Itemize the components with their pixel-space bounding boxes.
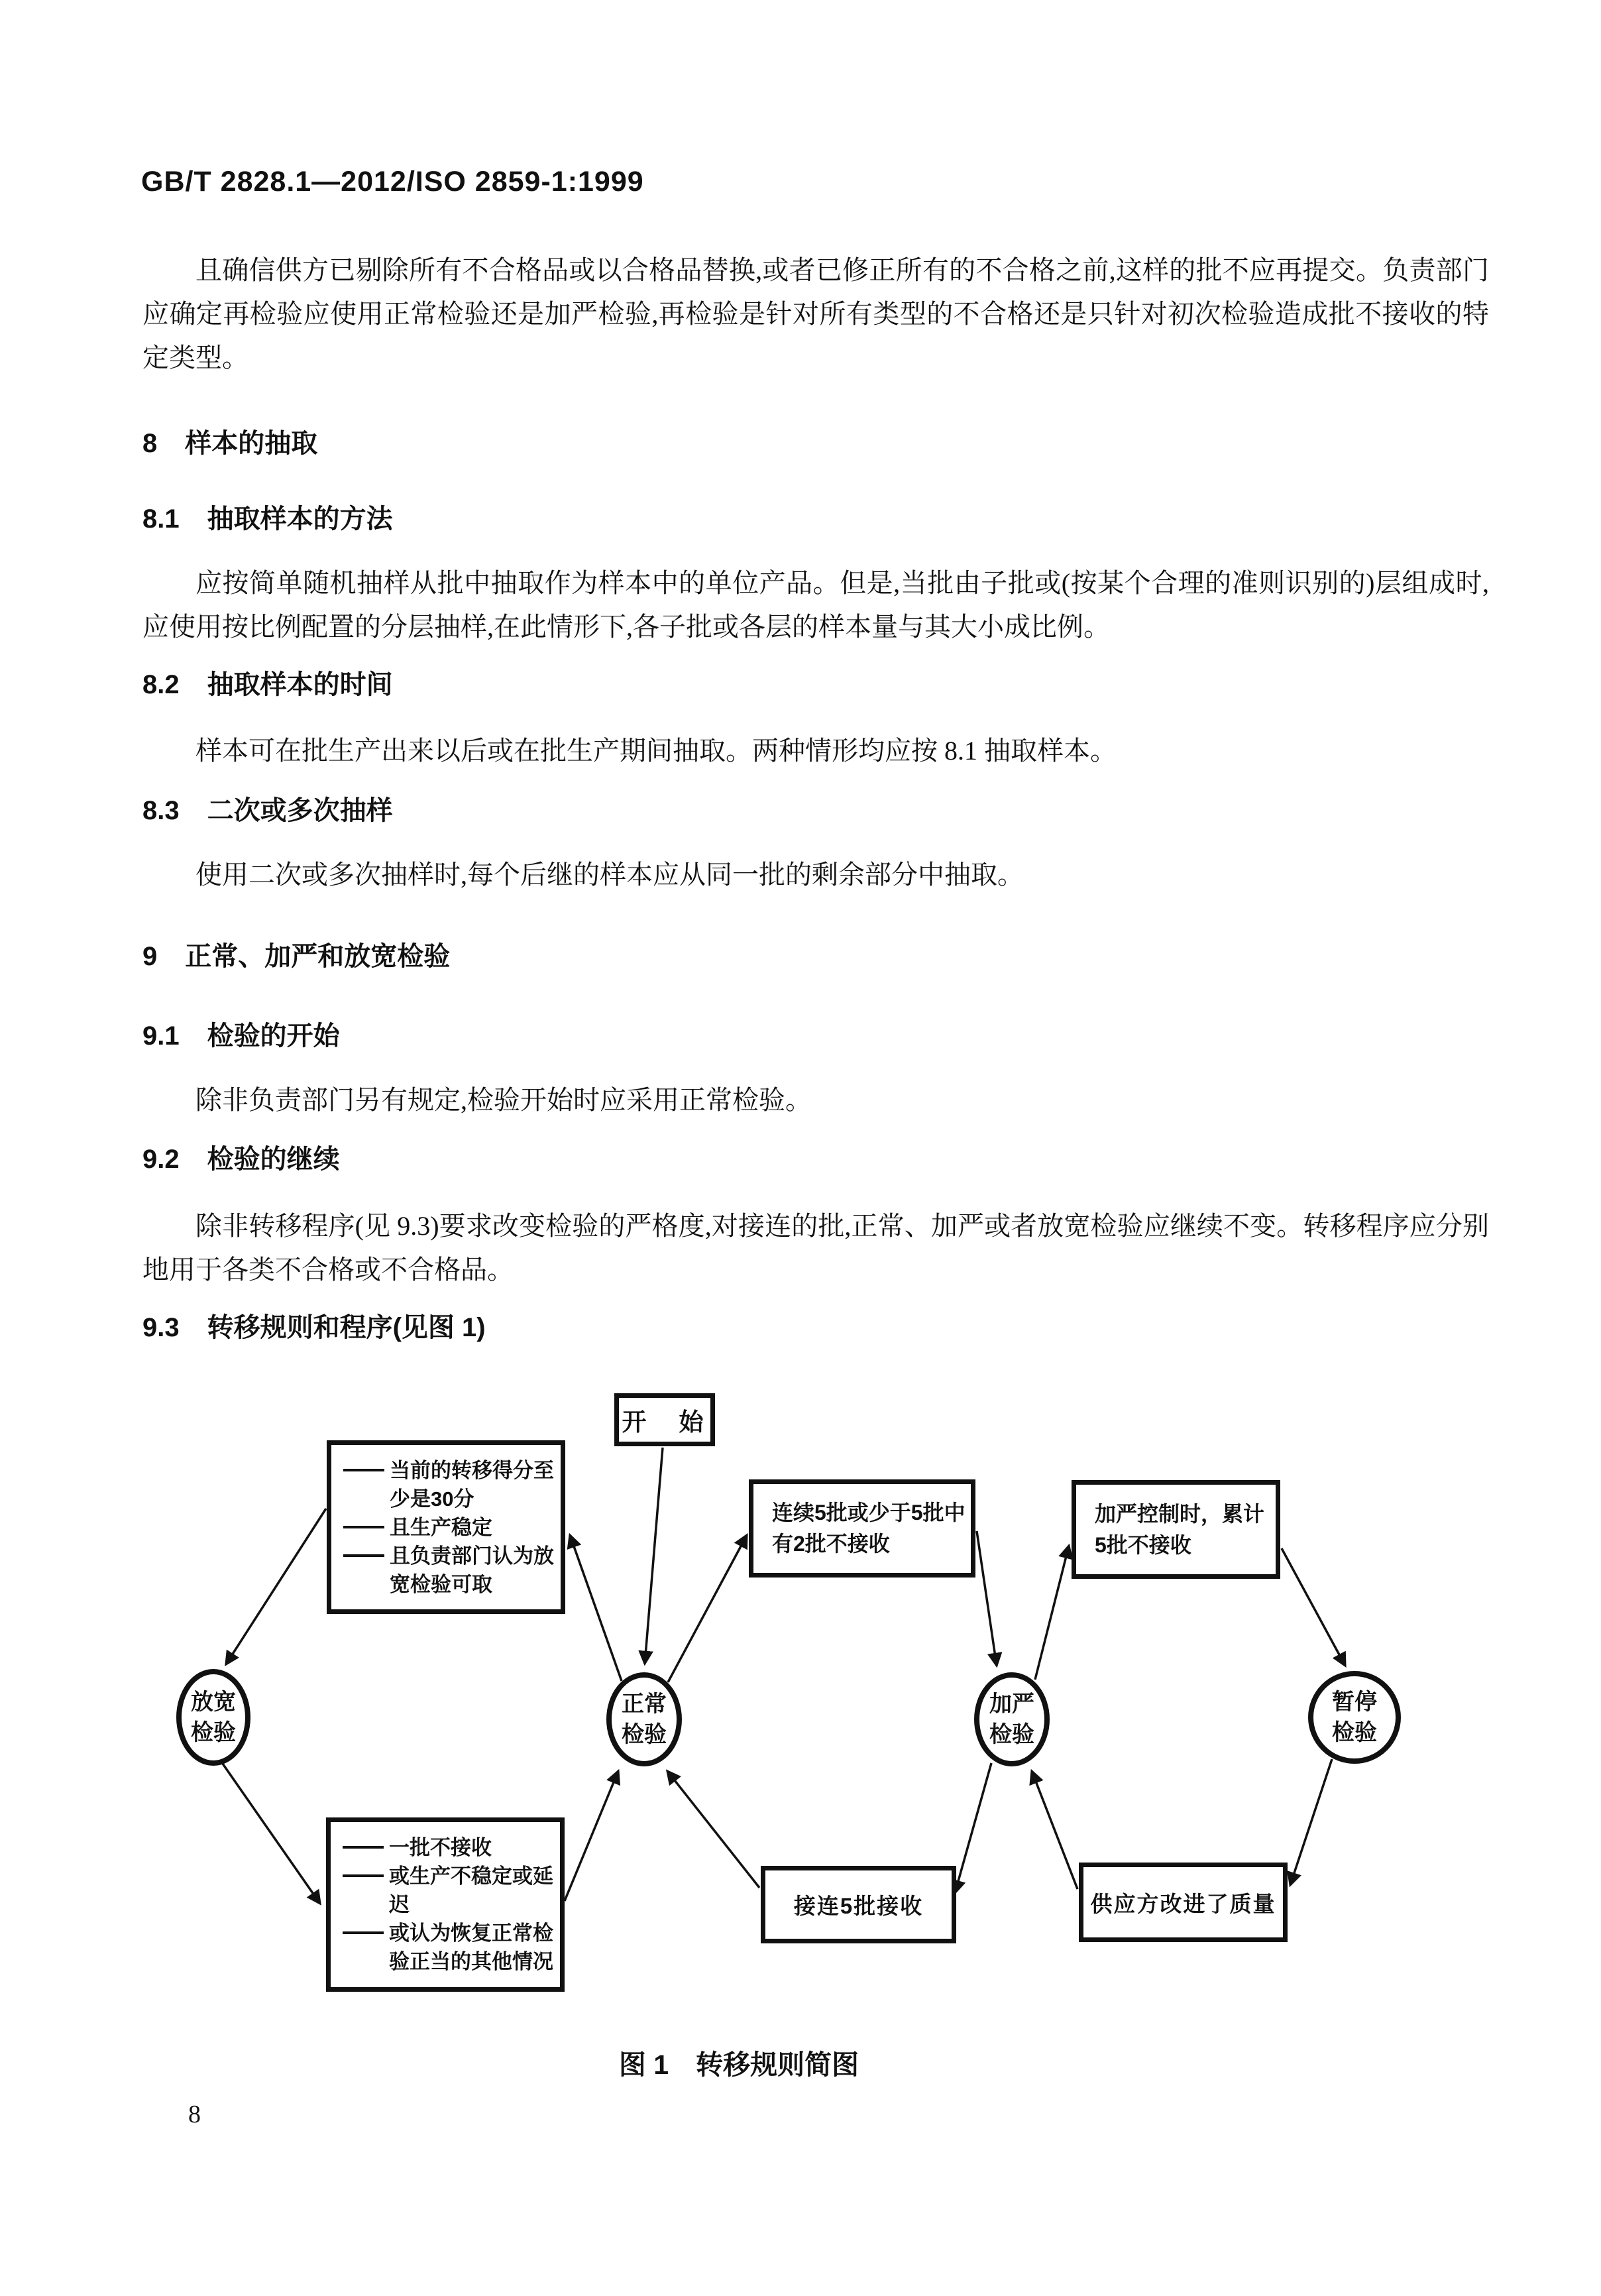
section-title: 抽取样本的时间 xyxy=(207,670,393,699)
section-heading-9-2 xyxy=(142,1143,1489,1175)
condition-text: 或生产不稳定或延迟 xyxy=(389,1865,553,1916)
condition-text: 或认为恢复正常检验正当的其他情况 xyxy=(389,1922,553,1973)
paragraph-8-3: 使用二次或多次抽样时,每个后继的样本应从同一批的剩余部分中抽取。 xyxy=(195,860,1024,890)
node-reduced-inspection xyxy=(176,1669,250,1766)
start-box: 开 始 xyxy=(614,1393,715,1446)
section-title: 转移规则和程序(见图 1) xyxy=(207,1313,486,1342)
dash-icon xyxy=(343,1874,384,1877)
node-tightened-inspection xyxy=(974,1672,1050,1766)
dash-icon xyxy=(343,1554,384,1557)
condition-item xyxy=(343,1456,557,1513)
condition-box-back-to-normal-from-tightened: 接连5批接收 xyxy=(761,1866,956,1943)
section-title: 检验的开始 xyxy=(207,1021,340,1051)
section-title: 正常、加严和放宽检验 xyxy=(185,942,451,971)
section-heading-8-1 xyxy=(142,503,1489,535)
condition-box-to-reduced xyxy=(327,1440,565,1614)
section-title: 二次或多次抽样 xyxy=(207,796,393,825)
section-title: 样本的抽取 xyxy=(185,429,318,458)
condition-text: 5批不接收 xyxy=(1095,1532,1191,1557)
section-number: 9 xyxy=(142,942,158,971)
dash-icon xyxy=(343,1846,384,1849)
dash-icon xyxy=(343,1526,384,1528)
section-heading-9-1 xyxy=(142,1020,1489,1052)
section-title: 抽取样本的方法 xyxy=(207,504,393,534)
section-heading-8-3 xyxy=(142,795,1489,827)
condition-text: 有2批不接收 xyxy=(772,1532,890,1556)
condition-text: 加严控制时，累计 xyxy=(1095,1501,1265,1526)
condition-text: 当前的转移得分至少是30分 xyxy=(390,1458,554,1511)
condition-text: 且负责部门认为放宽检验可取 xyxy=(390,1544,554,1596)
condition-item xyxy=(343,1542,557,1599)
section-heading-9 xyxy=(142,941,1489,972)
paragraph-9-1: 除非负责部门另有规定,检验开始时应采用正常检验。 xyxy=(195,1085,812,1115)
condition-box-to-tightened xyxy=(749,1479,975,1578)
dash-icon xyxy=(343,1469,384,1471)
section-title: 检验的继续 xyxy=(207,1145,340,1174)
section-number: 9.2 xyxy=(142,1145,180,1174)
condition-text: 且生产稳定 xyxy=(390,1515,492,1539)
dash-icon xyxy=(343,1931,384,1934)
section-number: 8.2 xyxy=(142,670,180,699)
paragraph-8-2: 样本可在批生产出来以后或在批生产期间抽取。两种情形均应按 8.1 抽取样本。 xyxy=(195,736,1117,766)
condition-item xyxy=(343,1513,557,1542)
figure-1-switching-rules-diagram xyxy=(0,1385,1601,2002)
section-number: 8.3 xyxy=(142,796,180,825)
condition-box-back-to-normal-from-reduced xyxy=(326,1817,565,1992)
section-number: 9.3 xyxy=(142,1313,180,1342)
condition-text: 一批不接收 xyxy=(389,1836,492,1859)
node-label: 暂停 xyxy=(1332,1690,1377,1715)
page-number: 8 xyxy=(188,2100,201,2128)
condition-text: 连续5批或少于5批中 xyxy=(772,1501,966,1524)
paragraph-9-2: 除非转移程序(见 9.3)要求改变检验的严格度,对接连的批,正常、加严或者放宽检验应继续不变。转移程序应分别地用于各类不合格或不合格品。 xyxy=(142,1211,1489,1285)
node-label: 放宽 xyxy=(191,1690,236,1715)
section-heading-9-3 xyxy=(142,1312,1489,1344)
paragraph-8-1: 应按简单随机抽样从批中抽取作为样本中的单位产品。但是,当批由子批或(按某个合理的准则识别的)层组成时,应使用按比例配置的分层抽样,在此情形下,各子批或各层的样本量与其大小成比例。 xyxy=(142,568,1489,642)
condition-box-to-discontinued xyxy=(1072,1480,1280,1579)
node-discontinued-inspection xyxy=(1308,1671,1401,1764)
node-label: 检验 xyxy=(191,1720,236,1745)
figure-caption: 图 1 转移规则简图 xyxy=(618,2049,859,2080)
condition-item xyxy=(343,1833,556,1862)
node-label: 正常 xyxy=(622,1692,667,1717)
node-label: 检验 xyxy=(622,1722,667,1747)
condition-box-back-to-tightened-from-discontinued: 供应方改进了质量 xyxy=(1079,1863,1288,1942)
standard-code-header: GB/T 2828.1—2012/ISO 2859-1:1999 xyxy=(141,166,644,198)
section-heading-8 xyxy=(142,428,1489,459)
section-number: 8.1 xyxy=(142,504,180,534)
section-heading-8-2 xyxy=(142,669,1489,701)
condition-item xyxy=(343,1862,556,1919)
condition-item xyxy=(343,1919,556,1976)
node-label: 检验 xyxy=(1332,1720,1377,1745)
node-label: 检验 xyxy=(989,1722,1034,1747)
section-number: 8 xyxy=(142,429,158,458)
intro-paragraph: 且确信供方已剔除所有不合格品或以合格品替换,或者已修正所有的不合格之前,这样的批不应再提交。负责部门应确定再检验应使用正常检验还是加严检验,再检验是针对所有类型的不合格还是只针对初次检验造成批不接收的特定类型。 xyxy=(142,255,1489,373)
node-label: 加严 xyxy=(989,1692,1034,1717)
node-normal-inspection xyxy=(606,1672,682,1766)
section-number: 9.1 xyxy=(142,1021,180,1051)
